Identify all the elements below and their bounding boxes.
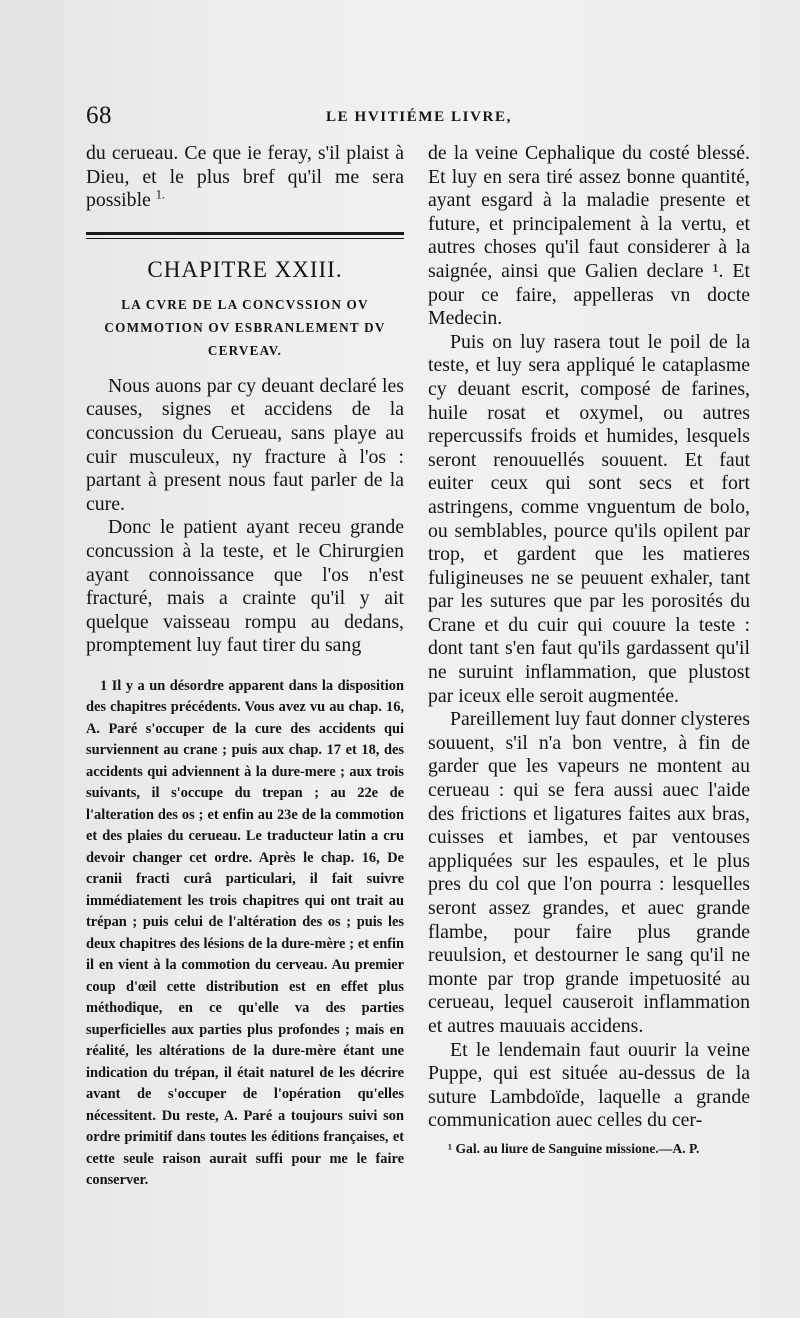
paragraph: Puis on luy rasera tout le poil de la teste, et luy sera appliqué le cataplasme cy deuant escrit, composé de farines, huile rosat et oxymel, ou autres repercussifs froids et humides, lesquels seront renouuellés souuent. Et faut euiter ceux qui sont secs et fort astringens, comme vnguentum de bolo, ou semblables, pource qu'ils opilent par trop, et gardent que les matieres fuligineuses ne se peuuent exhaler, tant par les sutures que par les porosités du Crane et du cuir qui couure la teste : dont tant s'en faut qu'ils gardassent qu'il ne suruint inflammation, que plustost par iceux elle seroit augmentée.	[428, 330, 750, 707]
chapter-subtitle: LA CVRE DE LA CONCVSSION OV COMMOTION OV ESBRANLEMENT DV CERVEAV.	[104, 296, 386, 358]
paragraph: Nous auons par cy deuant declaré les causes, signes et accidens de la concussion du Cerueau, sans playe au cuir musculeux, ny fracture à l'os : partant à present nous faut parler de la cure.	[86, 374, 404, 515]
paragraph: de la veine Cephalique du costé blessé. Et luy en sera tiré assez bonne quantité, ayant esgard à la maladie presente et future, et principalement à la vertu, et autres choses qu'il faut considerer à la saignée, ainsi que Galien declare ¹. Et pour ce faire, appelleras vn docte Medecin.	[428, 142, 750, 330]
page-number: 68	[86, 102, 112, 129]
paragraph: Donc le patient ayant receu grande concussion à la teste, et le Chirurgien ayant connoissance que l'os n'est fracturé, mais a crainte qu'il y ait quelque vaisseau rompu au dedans, promptement luy faut tirer du sang	[86, 516, 404, 657]
divider-thin-rule	[86, 238, 404, 239]
chapter-divider	[86, 232, 404, 239]
running-head: LE HVITIÉME LIVRE,	[326, 109, 512, 125]
opening-text	[86, 142, 404, 213]
divider-thick-rule	[86, 232, 404, 235]
chapter-title: CHAPITRE XXIII.	[147, 256, 343, 282]
page-header	[86, 100, 716, 136]
footnote-text: 1 Il y a un désordre apparent dans la disposition des chapitres précédents. Vous avez vu au chap. 16, A. Paré s'occuper de la cure des accidents qui surviennent au crane ; puis aux chap. 17 et 18, des accidents qui adviennent à la dure-mere ; aux trois suivants, il s'occupe du trepan ; au 22e de l'alteration des os ; et enfin au 23e de la commotion et des plaies du cerueau. Le traducteur latin a cru devoir changer cet ordre. Après le chap. 16, De cranii fracti curâ particulari, il fait suivre immédiatement les trois chapitres qui ont trait au trépan ; puis celui de l'altération des os ; puis les deux chapitres des lésions de la dure-mère ; et enfin il en vient à la commotion du cerveau. Au premier coup d'œil cette distribution est en effet plus méthodique, en ce qu'elle va des parties superficielles aux parties plus profondes ; mais en réalité, les altérations de la dure-mère étant une indication du trépan, il était naturel de les décrire avant de s'occuper de l'opération qu'elles nécessitent. Du reste, A. Paré a toujours suivi son ordre primitif dans toutes les éditions françaises, et cette seule raison aurait suffi pour me le faire conserver.	[86, 677, 404, 1189]
paragraph: Et le lendemain faut ouurir la veine Puppe, qui est située au-dessus de la suture Lambdoïde, laquelle a grande communication auec celles du cer-	[428, 1038, 750, 1132]
left-column	[86, 142, 404, 1192]
footnote-mark: 1.	[155, 187, 165, 202]
opening-text-body: du cerueau. Ce que ie feray, s'il plaist à Dieu, et le plus bref qu'il me sera possible	[86, 142, 404, 212]
paragraph: Pareillement luy faut donner clysteres souuent, s'il n'a bon ventre, à fin de garder que les vapeurs ne montent au cerueau : qui se fera aussi auec l'aide des frictions et ligatures faites aux bras, cuisses et iambes, et par ventouses appliquées sur les espaules, et le plus pres du col que l'on pourra : lesquelles seront assez grandes, et auec grande flambe, pour faire plus grande reuulsion, et destourner le sang qu'il ne monte par trop grande impetuosité au cerueau, lequel causeroit inflammation et autres mauuais accidens.	[428, 708, 750, 1037]
right-column	[428, 142, 750, 1157]
footnote: ¹ Gal. au liure de Sanguine missione.—A. P.	[448, 1140, 700, 1156]
footnote	[86, 676, 404, 1192]
